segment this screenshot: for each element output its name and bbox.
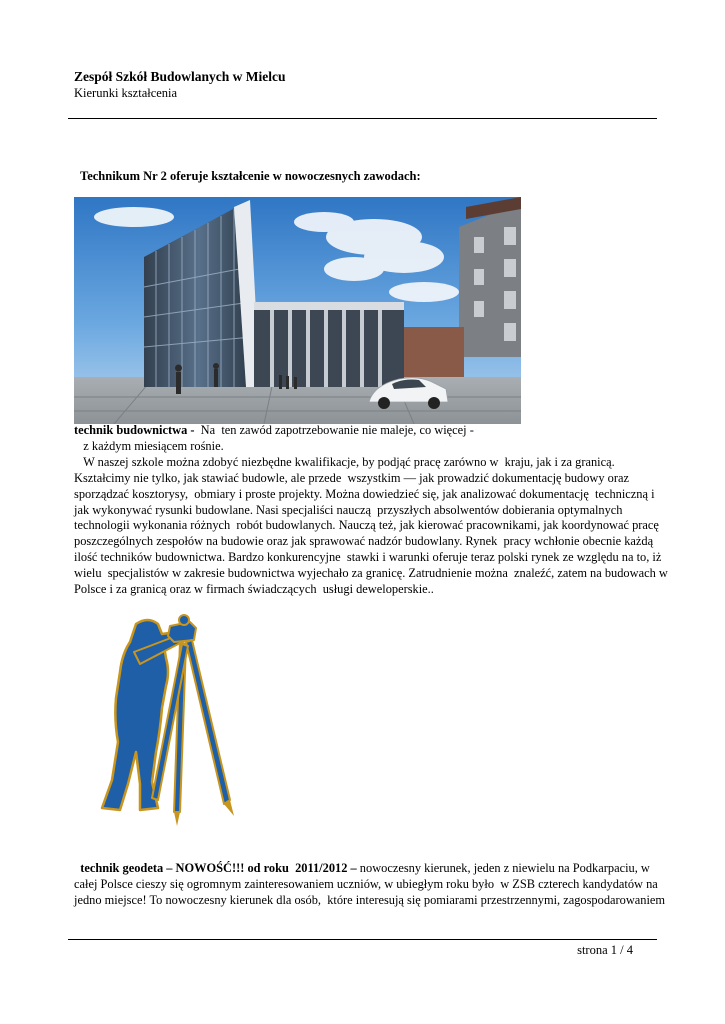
intro-heading: Technikum Nr 2 oferuje kształcenie w nowoczesnych zawodach: [80, 169, 421, 183]
text-line [74, 423, 664, 439]
text-line: ilość techników budownictwa. Bardzo konkurencyjne stawki i warunki oferuje teraz polski rynek ze względu na to, iż [74, 550, 662, 565]
section-heading-budownictwa: technik budownictwa - [74, 423, 195, 437]
text-line-segment: Na ten zawód zapotrzebowanie nie maleje, co więcej - [194, 423, 474, 437]
building-photo [74, 197, 521, 424]
text-line: W naszej szkole można zdobyć niezbędne kwalifikacje, by podjąć pracę zarówno w kraju, jak i za granicą. [74, 454, 615, 469]
text-line: całej Polsce cieszy się ogromnym zainteresowaniem uczniów, w ubiegłym roku było w ZSB czterech kandydatów na [74, 876, 658, 891]
footer-divider [68, 939, 657, 940]
text-line: poszczególnych zespołów na budowie oraz jak sprawować nadzór budowlany. Rynek pracy wchłonie obecnie każdą [74, 534, 654, 549]
page-number: strona 1 / 4 [577, 943, 633, 957]
text-line: Kształcimy nie tylko, jak stawiać budowle, ale przede wszystkim — jak prowadzić dokumentację budowy oraz [74, 470, 629, 485]
text-line: technologii wykonania różnych robót budowlanych. Nauczą też, jak kierować pracownikami, jak koordynować pracę [74, 518, 659, 533]
text-line: wielu specjalistów w zakresie budownictwa wyjechało za granicę. Zatrudnienie można znaleźć, zatem na budowach w [74, 566, 668, 581]
text-line [74, 861, 664, 877]
text-line: z każdym miesiącem rośnie. [74, 438, 224, 453]
surveyor-illustration [78, 612, 268, 832]
text-line-segment: nowoczesny kierunek, jeden z niewielu na Podkarpaciu, w [356, 861, 650, 875]
header-divider [68, 118, 657, 119]
text-line: jedno miejsce! To nowoczesny kierunek dla osób, które interesują się pomiarami przestrzennymi, zagospodarowaniem [74, 892, 666, 907]
text-line: sporządzać kosztorysy, obmiary i proste projekty. Można dowiedzieć się, jak analizować dokumentację techniczną i [74, 486, 655, 501]
text-line: Polsce i za granicą oraz w firmach świadczących usługi deweloperskie.. [74, 582, 434, 597]
section-technik-budownictwa [74, 423, 668, 598]
text-line: jak wykonywać rysunki budowlane. Nasi specjaliści nauczą przyszłych absolwentów dobierania optymalnych [74, 502, 623, 517]
section-technik-geodeta [74, 861, 664, 909]
school-name: Zespół Szkół Budowlanych w Mielcu [74, 69, 286, 84]
section-heading-geodeta: technik geodeta – NOWOŚĆ!!! od roku 2011/2012 – [74, 861, 357, 875]
section-subtitle: Kierunki kształcenia [74, 86, 178, 100]
